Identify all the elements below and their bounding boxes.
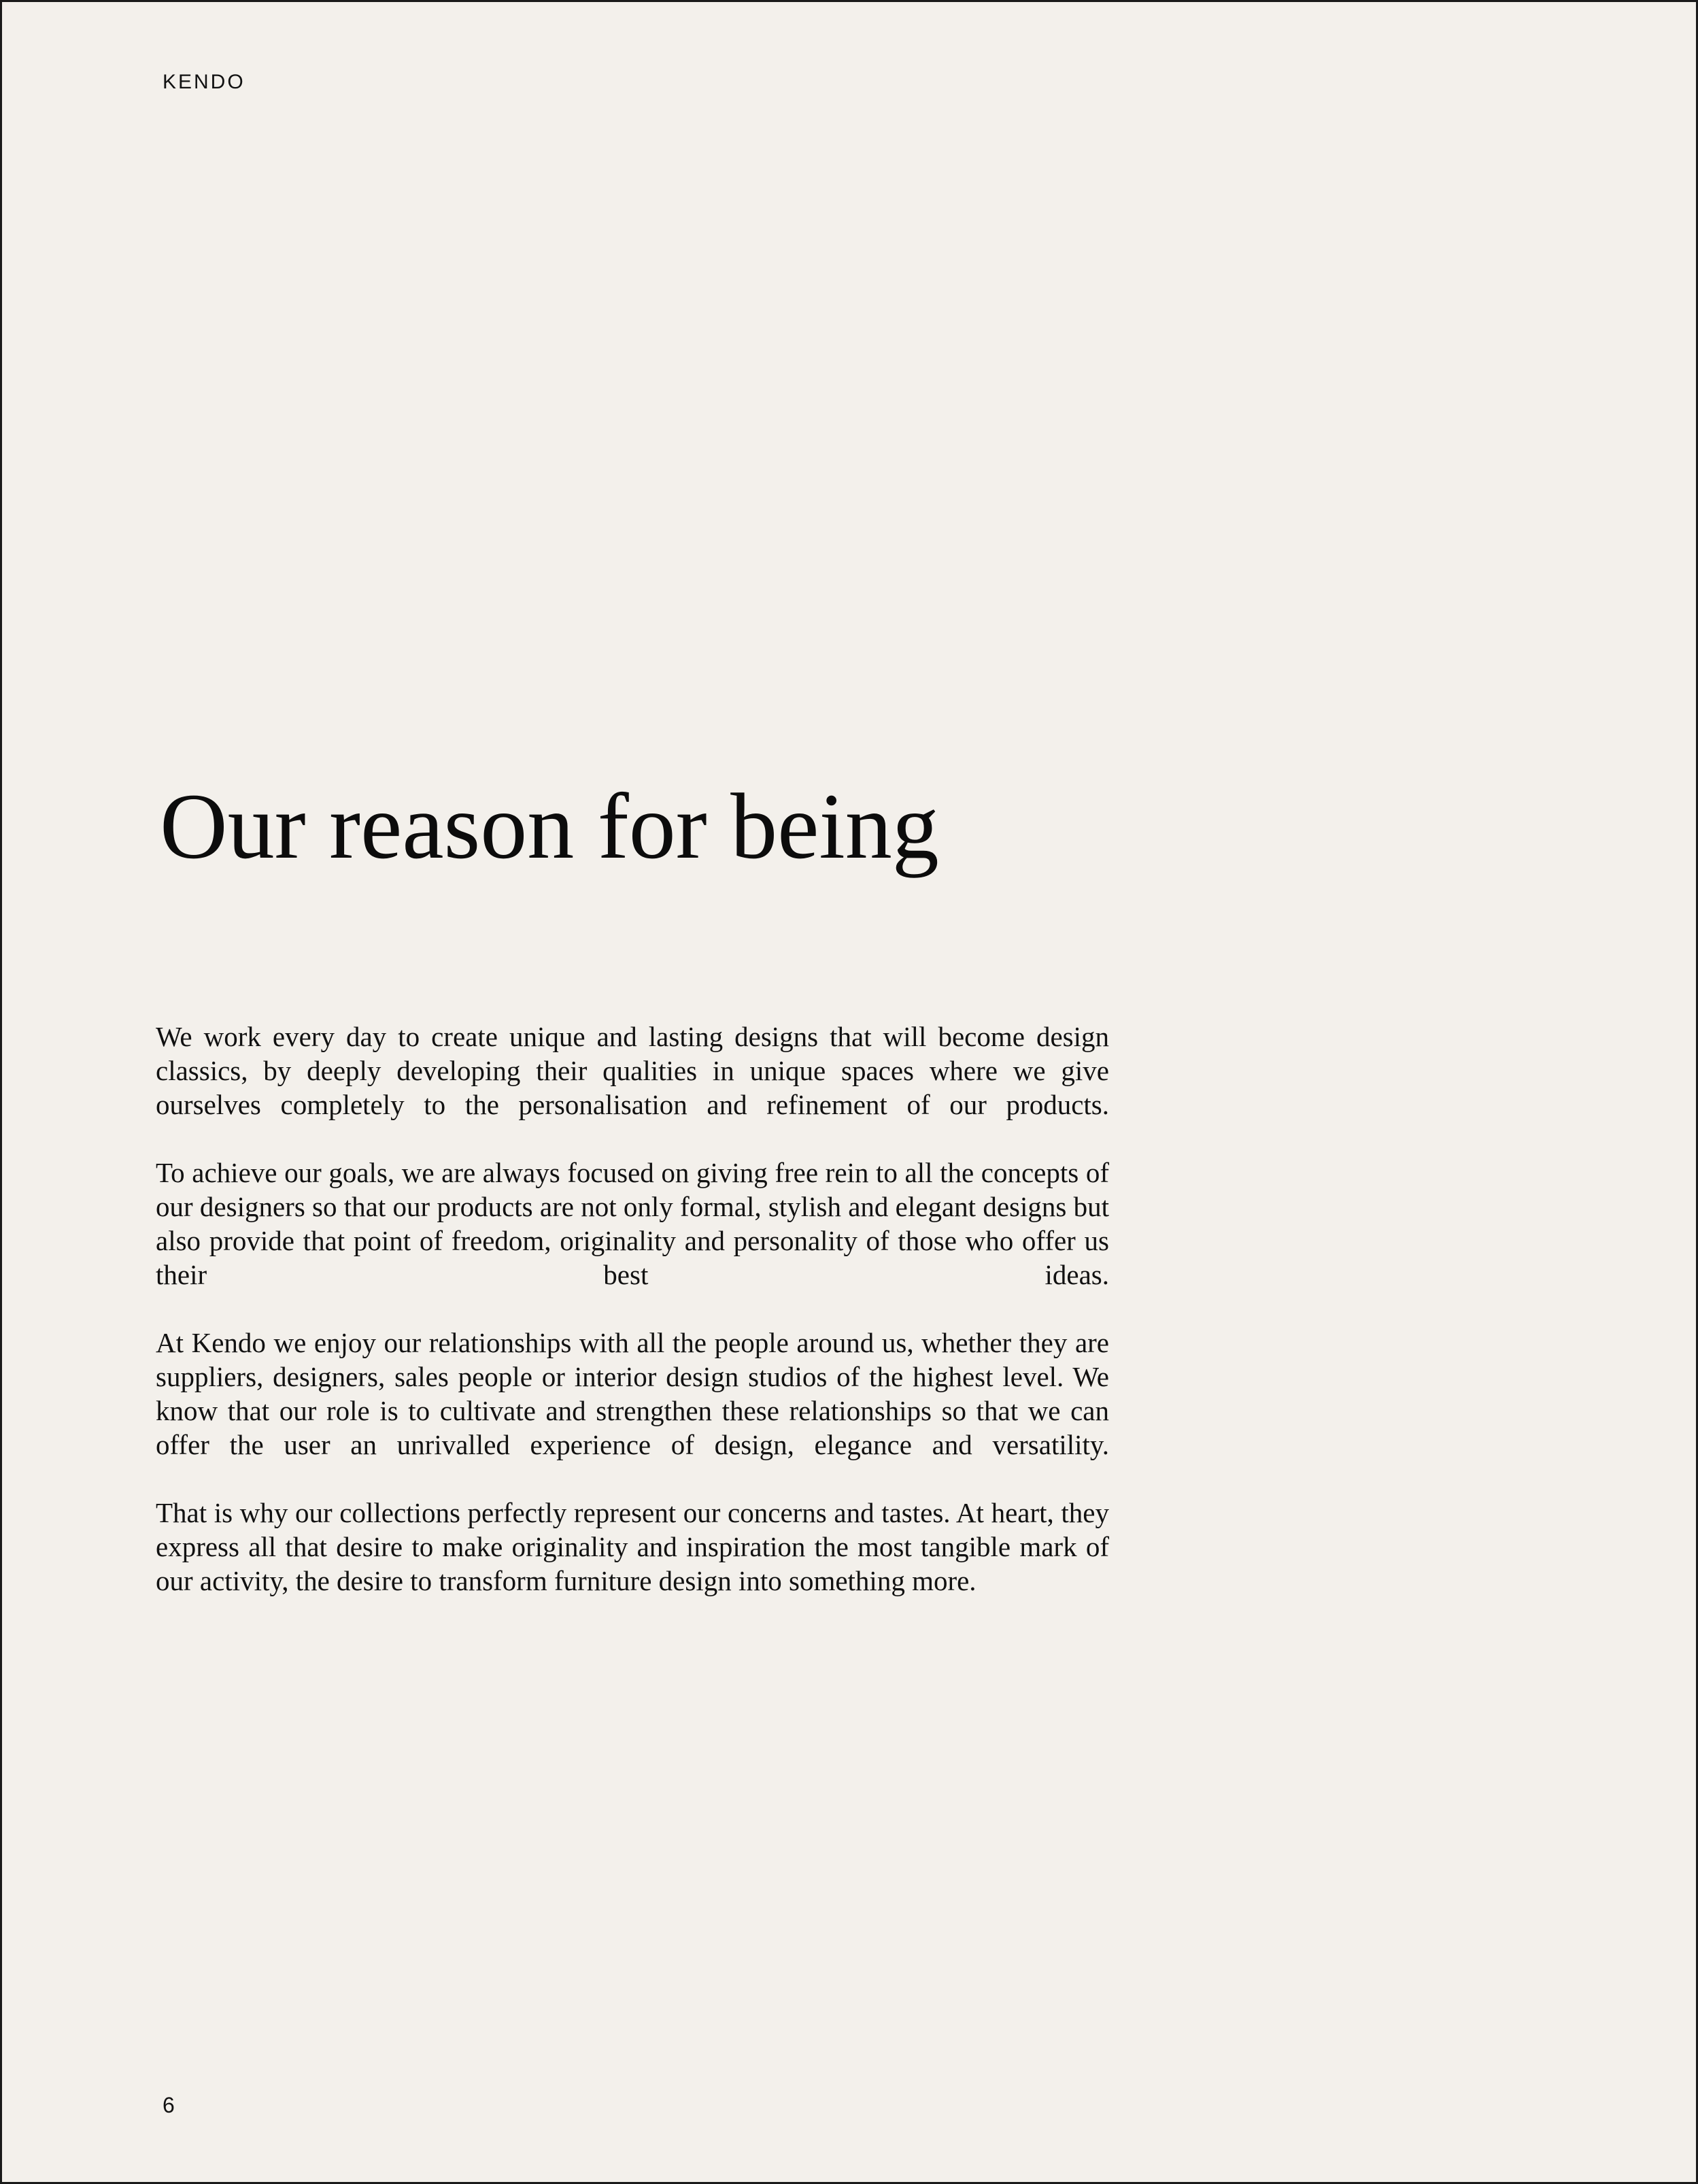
body-text bbox=[156, 1020, 1109, 1598]
page-title: Our reason for being bbox=[160, 774, 939, 878]
brand-logo-text: KENDO bbox=[163, 71, 245, 93]
paragraph-2: To achieve our goals, we are always focused on giving free rein to all the concepts of our designers so that our products are not only formal, stylish and elegant designs but also provide that point of freedom, originality and personality of those who offer us their best ideas. bbox=[156, 1157, 1109, 1290]
paragraph-4: That is why our collections perfectly represent our concerns and tastes. At heart, they express all that desire to make originality and inspiration the most tangible mark of our activity, the desire to transform furniture design into something more. bbox=[156, 1497, 1109, 1596]
paragraph-1: We work every day to create unique and lasting designs that will become design classics, by deeply developing their qualities in unique spaces where we give ourselves completely to the personalisation and refinement of our products. bbox=[156, 1021, 1109, 1120]
page-number: 6 bbox=[163, 2093, 175, 2117]
paragraph-3: At Kendo we enjoy our relationships with all the people around us, whether they are suppliers, designers, sales people or interior design studios of the highest level. We know that our role is to cultivate and strengthen these relationships so that we can offer the user an unrivalled experience of design, elegance and versatility. bbox=[156, 1327, 1109, 1460]
